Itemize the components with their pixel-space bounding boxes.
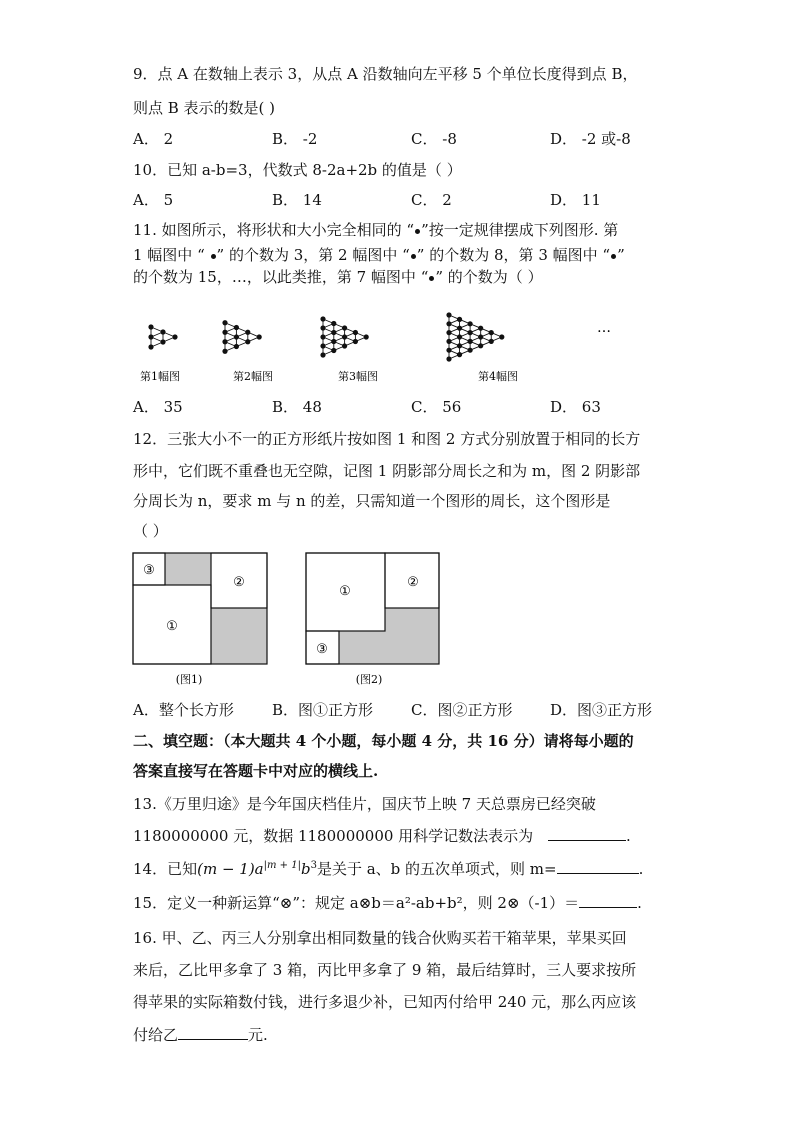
- q10-option-b[interactable]: B． 14: [272, 191, 322, 209]
- label-2: ②: [407, 575, 419, 590]
- q14-prefix: 14．已知: [133, 860, 198, 878]
- q13-answer-blank[interactable]: [548, 824, 626, 841]
- label-2: ②: [233, 575, 245, 590]
- q12-line3: 分周长为 n，要求 m 与 n 的差，只需知道一个图形的周长，这个图形是: [133, 492, 611, 510]
- q12-line4: （ ）: [133, 522, 168, 540]
- q9-line1: 9．点 A 在数轴上表示 3，从点 A 沿数轴向左平移 5 个单位长度得到点 B，: [133, 65, 638, 83]
- figure-dot: [234, 334, 239, 339]
- q14-line: [133, 855, 643, 880]
- figure-dot: [446, 339, 451, 344]
- q12-squares-figure: [130, 550, 450, 692]
- q15-text: 15．定义一种新运算“⊗”：规定 a⊗b＝a²-ab+b²，则 2⊗（-1）＝: [133, 894, 580, 912]
- fig-label-4: 第4幅图: [478, 370, 518, 383]
- q10-option-a[interactable]: A． 5: [133, 191, 174, 209]
- figure-dot: [320, 352, 325, 357]
- figure-dot: [222, 349, 227, 354]
- q11-option-a[interactable]: A． 35: [133, 398, 183, 416]
- q16-line3: 得苹果的实际箱数付钱，进行多退少补，已知丙付给甲 240 元，那么丙应该: [133, 993, 637, 1011]
- figure-dot: [364, 334, 369, 339]
- q14-expression: (m − 1)a: [197, 860, 264, 878]
- figure-dot: [468, 330, 473, 335]
- q12-line2: 形中，它们既不重叠也无空隙，记图 1 阴影部分周长之和为 m，图 2 阴影部: [133, 462, 641, 480]
- figure-dot: [342, 343, 347, 348]
- q14-exponent-b: 3: [310, 860, 317, 871]
- q11-text: 11. 如图所示，将形状和大小完全相同的 “: [133, 221, 415, 239]
- triangle-figures: [148, 312, 504, 361]
- fig2-caption: (图2): [355, 673, 383, 686]
- figure-dot: [478, 334, 483, 339]
- label-3: ③: [316, 642, 328, 657]
- shaded-region: [165, 553, 211, 585]
- figure-dot: [245, 330, 250, 335]
- figure-dot: [320, 343, 325, 348]
- figure-dot: [331, 330, 336, 335]
- q11-text: ”: [617, 246, 625, 264]
- figure-dot: [468, 339, 473, 344]
- q16-line4: [133, 1023, 268, 1046]
- dot-icon: [429, 276, 434, 281]
- q9-option-c[interactable]: C． -8: [411, 130, 457, 148]
- dot-icon: [611, 254, 616, 259]
- q12-line1: 12．三张大小不一的正方形纸片按如图 1 和图 2 方式分别放置于相同的长方: [133, 430, 641, 448]
- q12-option-b[interactable]: B．图①正方形: [272, 701, 374, 719]
- q11-text: ”按一定规律摆成下列图形. 第: [421, 221, 619, 239]
- dot-icon: [211, 254, 216, 259]
- q12-option-d[interactable]: D．图③正方形: [550, 701, 653, 719]
- q11-option-d[interactable]: D． 63: [550, 398, 601, 416]
- figure-dot: [457, 334, 462, 339]
- label-3: ③: [143, 563, 155, 578]
- figure-dot: [160, 339, 165, 344]
- shaded-region: [339, 608, 439, 664]
- dot-icon: [411, 254, 416, 259]
- figure-dot: [446, 356, 451, 361]
- q11-text: 1 幅图中 “: [133, 246, 210, 264]
- section2-heading-line2: 答案直接写在答题卡中对应的横线上.: [133, 762, 379, 780]
- figure-2: [306, 553, 439, 686]
- q10-options: [133, 189, 653, 211]
- figure-dot: [245, 339, 250, 344]
- q15-line: [133, 891, 642, 914]
- shaded-region: [211, 608, 267, 664]
- q11-text: ” 的个数为（ ）: [435, 268, 543, 286]
- q16-answer-blank[interactable]: [178, 1023, 248, 1040]
- figure-dot: [148, 344, 153, 349]
- label-1: ①: [339, 584, 351, 599]
- figure-dot: [468, 348, 473, 353]
- figure-dot: [257, 334, 262, 339]
- figure-dot: [446, 312, 451, 317]
- q9-option-a[interactable]: A． 2: [133, 130, 174, 148]
- q9-option-d[interactable]: D． -2 或-8: [550, 130, 631, 148]
- q13-text: 1180000000 元，数据 1180000000 用科学记数法表示为: [133, 827, 534, 845]
- figure-dot: [320, 316, 325, 321]
- figure-dot: [331, 321, 336, 326]
- q13-line1: 13.《万里归途》是今年国庆档佳片，国庆节上映 7 天总票房已经突破: [133, 795, 596, 813]
- q10-option-d[interactable]: D． 11: [550, 191, 601, 209]
- fig-label-1: 第1幅图: [140, 370, 180, 383]
- q11-options: [133, 396, 653, 418]
- q15-answer-blank[interactable]: [579, 891, 637, 908]
- figure-dot: [331, 348, 336, 353]
- fig-ellipsis: …: [597, 320, 611, 336]
- figure-dot: [457, 352, 462, 357]
- q11-line3: [133, 266, 543, 288]
- figure-dot: [320, 325, 325, 330]
- dot-icon: [415, 229, 420, 234]
- q11-dot-pattern-figure: [133, 310, 653, 388]
- figure-dot: [478, 326, 483, 331]
- q12-option-a[interactable]: A．整个长方形: [133, 701, 234, 719]
- figure-dot: [234, 325, 239, 330]
- q14-expression-b: b: [300, 860, 311, 878]
- figure-dot: [148, 334, 153, 339]
- q15-end: .: [637, 894, 642, 912]
- figure-dot: [160, 329, 165, 334]
- figure-dot: [234, 344, 239, 349]
- q11-option-c[interactable]: C． 56: [411, 398, 462, 416]
- q11-line2: [133, 244, 625, 266]
- q16-line1: 16. 甲、乙、丙三人分别拿出相同数量的钱合伙购买若干箱苹果，苹果买回: [133, 929, 627, 947]
- q10-option-c[interactable]: C． 2: [411, 191, 452, 209]
- q14-suffix: 是关于 a、b 的五次单项式，则 m=: [316, 860, 557, 878]
- q13-line2: [133, 824, 631, 847]
- figure-dot: [457, 317, 462, 322]
- q14-end: .: [638, 860, 644, 878]
- figure-dot: [489, 330, 494, 335]
- q9-options: [133, 128, 653, 150]
- figure-dot: [446, 330, 451, 335]
- q11-text: 的个数为 15，…，以此类推，第 7 幅图中 “: [133, 268, 429, 286]
- section2-heading-line1: 二、填空题：（本大题共 4 个小题，每小题 4 分，共 16 分）请将每小题的: [133, 732, 634, 750]
- q12-options: [133, 699, 653, 721]
- q11-text: ” 的个数为 8，第 3 幅图中 “: [416, 246, 611, 264]
- figure-1: [133, 553, 267, 686]
- q16-text: 付给乙: [133, 1026, 179, 1044]
- figure-dot: [468, 321, 473, 326]
- figure-dot: [148, 324, 153, 329]
- figure-dot: [457, 326, 462, 331]
- q13-end: .: [625, 827, 631, 845]
- figure-dot: [320, 334, 325, 339]
- fig1-caption: (图1): [175, 673, 203, 686]
- figure-dot: [222, 339, 227, 344]
- figure-dot: [331, 339, 336, 344]
- figure-dot: [342, 334, 347, 339]
- q14-answer-blank[interactable]: [557, 857, 639, 874]
- q11-option-b[interactable]: B． 48: [272, 398, 322, 416]
- q16-end: 元.: [248, 1026, 268, 1044]
- q9-line2: 则点 B 表示的数是( ): [133, 99, 276, 117]
- figure-dot: [446, 348, 451, 353]
- q14-exponent: |m + 1|: [263, 860, 301, 871]
- figure-dot: [353, 339, 358, 344]
- figure-dot: [342, 325, 347, 330]
- q9-option-b[interactable]: B． -2: [272, 130, 318, 148]
- figure-dot: [353, 330, 358, 335]
- q12-option-c[interactable]: C．图②正方形: [411, 701, 513, 719]
- figure-dot: [478, 343, 483, 348]
- figure-dot: [499, 334, 504, 339]
- q16-line2: 来后，乙比甲多拿了 3 箱，丙比甲多拿了 9 箱，最后结算时，三人要求按所: [133, 961, 637, 979]
- fig-label-2: 第2幅图: [233, 370, 273, 383]
- q11-text: ” 的个数为 3，第 2 幅图中 “: [216, 246, 410, 264]
- figure-dot: [489, 339, 494, 344]
- figure-dot: [222, 320, 227, 325]
- q11-line1: [133, 219, 618, 241]
- figure-dot: [446, 321, 451, 326]
- figure-dot: [172, 334, 177, 339]
- fig-label-3: 第3幅图: [338, 370, 378, 383]
- figure-dot: [457, 343, 462, 348]
- label-1: ①: [166, 619, 178, 634]
- figure-dot: [222, 330, 227, 335]
- q10-line1: 10．已知 a-b=3，代数式 8-2a+2b 的值是（ ）: [133, 161, 462, 179]
